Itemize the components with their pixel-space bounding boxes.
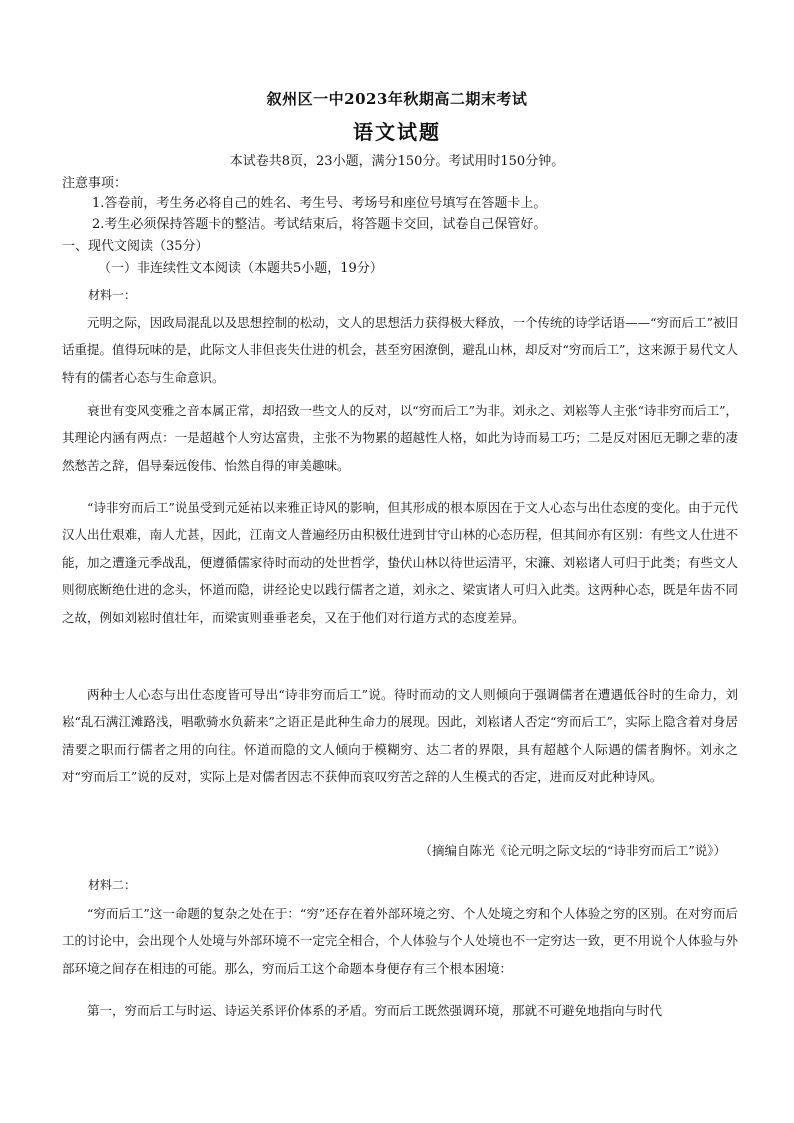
paragraph: 元明之际，因政局混乱以及思想控制的松动，文人的思想活力获得极大释放，一个传统的诗学话语——“穷而后工”被旧话重提。值得玩味的是，此际文人非但丧失仕进的机会，甚至穷困潦倒，避乱山林，却反对“穷而后工”，这来源于易代文人特有的儒者心态与生命意识。 [62, 315, 738, 385]
material-label: 材料一： [88, 288, 137, 302]
subject-title: 语文试题 [353, 120, 441, 144]
note-item: 1.答卷前，考生务必将自己的姓名、考生号、考场号和座位号填写在答题卡上。 [92, 196, 547, 211]
paragraph: 衰世有变风变雅之音本属正常，却招致一些文人的反对，以“穷而后工”为非。刘永之、刘崧等人主张“诗非穷而后工”，其理论内涵有两点：一是超越个人穷达富贵，主张不为物累的超越性人格，如此为诗而易工巧；二是反对困厄无聊之辈的凄然愁苦之辞，倡导秦远俊伟、怡然自得的审美趣味。 [62, 403, 738, 473]
paragraph: “穷而后工”这一命题的复杂之处在于：“穷”还存在着外部环境之穷、个人处境之穷和个人体验之穷的区别。在对穷而后工的讨论中，会出现个人处境与外部环境不一定完全相合，个人体验与个人处境也不一定穷达一致，更不用说个人体验与外部环境之间存在相违的可能。那么，穷而后工这个命题本身便存有三个根本困境： [62, 906, 738, 976]
paragraph: 两种士人心态与出仕态度皆可导出“诗非穷而后工”说。待时而动的文人则倾向于强调儒者在遭遇低谷时的生命力，刘崧“乱石满江滩路浅，唱歌骑水负薪来”之语正是此种生命力的展现。因此，刘崧诸人否定“穷而后工”，实际上隐含着对身居清要之职而行儒者之用的向往。怀道而隐的文人倾向于模糊穷、达二者的界限，具有超越个人际遇的儒者胸怀。刘永之对“穷而后工”说的反对，实际上是对儒者因志不获伸而哀叹穷苦之辞的人生模式的否定，进而反对此种诗风。 [62, 687, 738, 785]
section-heading: 一、现代文阅读（35分） [62, 239, 209, 254]
citation: （摘编自陈光《论元明之际文坛的“诗非穷而后工”说》） [419, 843, 726, 858]
paragraph: “诗非穷而后工”说虽受到元延祐以来雅正诗风的影响，但其形成的根本原因在于文人心态与出仕态度的变化。由于元代汉人出仕艰难，南人尤甚，因此，江南文人普遍经历由积极仕进到甘守山林的心态历程，但其间亦有区别：有些文人仕进不能，加之遭逢元季战乱，便遵循儒家待时而动的处世哲学，蛰伏山林以待世运清平，宋濂、刘崧诸人可归于此类；有些文人则彻底断绝仕进的念头，怀道而隐，讲经论史以践行儒者之道，刘永之、梁寅诸人可归入此类。这两种心态，既是年齿不同之故，例如刘崧时值壮年，而梁寅则垂垂老矣，又在于他们对行道方式的态度差异。 [62, 500, 738, 625]
exam-title: 叙州区一中2023年秋期高二期末考试 [266, 90, 528, 108]
note-item: 2.考生必须保持答题卡的整洁。考试结束后，将答题卡交回，试卷自己保管好。 [92, 217, 547, 232]
subsection-heading: （一）非连续性文本阅读（本题共5小题，19分） [98, 261, 383, 276]
material-label: 材料二： [88, 878, 137, 892]
exam-info: 本试卷共8页，23小题，满分150分。考试用时150分钟。 [229, 154, 565, 169]
notes-heading: 注意事项： [62, 176, 128, 191]
paragraph: 第一，穷而后工与时运、诗运关系评价体系的矛盾。穷而后工既然强调环境，那就不可避免地指向与时代 [87, 1003, 663, 1018]
